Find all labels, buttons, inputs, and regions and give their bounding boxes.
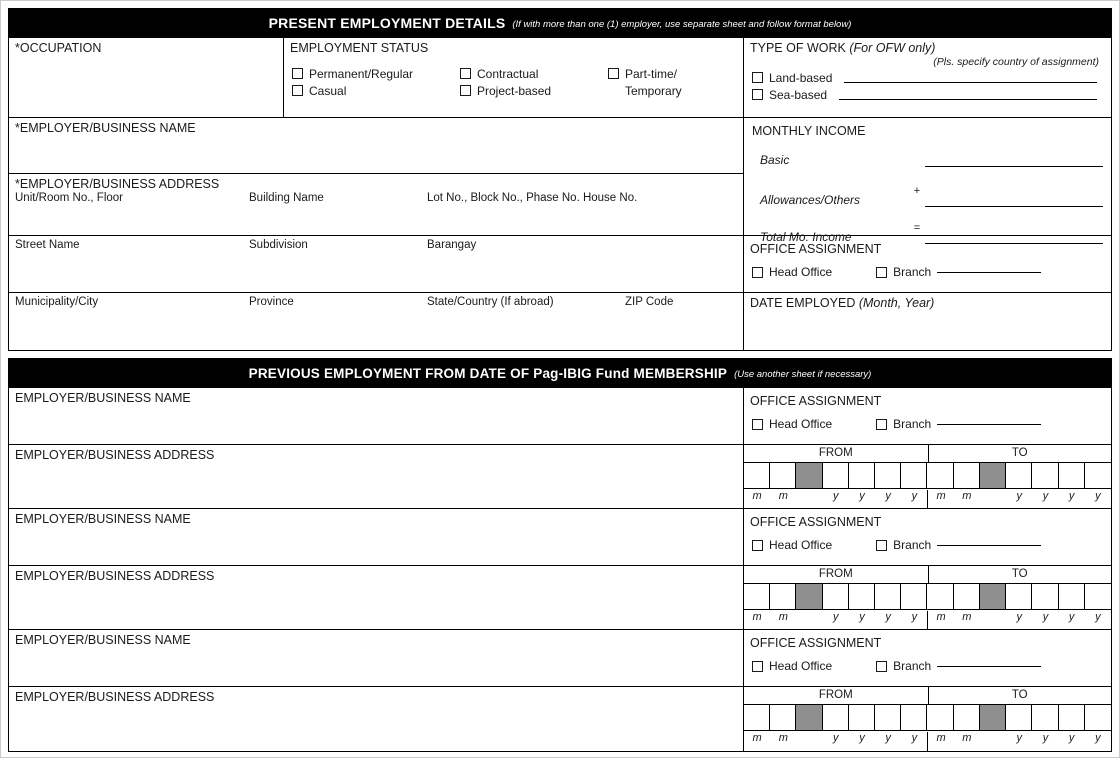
option-label: Branch (893, 417, 932, 431)
office-assignment-field (744, 236, 1111, 292)
cell-label: m (778, 732, 788, 744)
section-title-note: (If with more than one (1) employer, use separate sheet and follow format below) (512, 19, 852, 30)
date-cell[interactable] (823, 584, 849, 609)
option-label: Project-based (477, 83, 552, 98)
from-label: FROM (818, 447, 853, 459)
cell-label: y (911, 732, 918, 744)
section-title-note: (Use another sheet if necessary) (734, 369, 872, 380)
prev-employer-name-label: EMPLOYER/BUSINESS NAME (15, 633, 191, 647)
cell-label: m (962, 611, 972, 623)
office-assignment-label: OFFICE ASSIGNMENT (750, 394, 882, 408)
cell-label: m (778, 490, 788, 502)
cell-label: y (859, 611, 865, 623)
date-cell[interactable] (770, 463, 796, 488)
section-title: PREVIOUS EMPLOYMENT FROM DATE OF Pag-IBIG Fund MEMBERSHIP (248, 365, 728, 381)
cell-label: y (1042, 732, 1049, 744)
address-hint-lot-block-phase-house: Lot No., Block No., Phase No. House No. (427, 192, 638, 204)
option-label: Branch (893, 538, 932, 552)
cell-label: y (832, 490, 839, 502)
prev-employer-address-label: EMPLOYER/BUSINESS ADDRESS (15, 569, 215, 583)
employer-name-field[interactable] (9, 118, 743, 174)
from-label: FROM (818, 689, 853, 701)
cell-label: y (1016, 490, 1022, 502)
cell-label: m (778, 611, 788, 623)
option-label: Head Office (769, 265, 833, 279)
from-label: FROM (818, 568, 853, 580)
employment-period-grid (744, 445, 1111, 508)
date-cell[interactable] (875, 584, 901, 609)
employment-period-grid (744, 566, 1111, 629)
employment-period-grid (744, 687, 1111, 751)
date-cell[interactable] (954, 584, 980, 609)
branch-name-line[interactable] (937, 665, 1041, 667)
cell-label: y (1016, 732, 1022, 744)
present-employment-section-header (8, 8, 1112, 38)
date-cell[interactable] (849, 463, 875, 488)
prev-employer-address-field[interactable] (9, 445, 744, 508)
basic-income-label: Basic (760, 153, 790, 167)
province-label: Province (249, 296, 294, 308)
checkbox-sea-based[interactable] (752, 89, 763, 100)
occupation-label: *OCCUPATION (15, 41, 102, 55)
prev-employer-address-label: EMPLOYER/BUSINESS ADDRESS (15, 690, 215, 704)
prev-employer-name-label: EMPLOYER/BUSINESS NAME (15, 512, 191, 526)
prev-employer-name-field[interactable] (9, 630, 744, 686)
branch-name-line[interactable] (937, 423, 1041, 425)
checkbox-land-based[interactable] (752, 72, 763, 83)
address-hint-building-name: Building Name (249, 192, 324, 204)
checkbox-branch[interactable] (876, 419, 887, 430)
office-assignment-label: OFFICE ASSIGNMENT (750, 515, 882, 529)
land-based-country-line[interactable] (844, 82, 1097, 83)
option-label: Contractual (477, 66, 539, 81)
cell-label: y (859, 490, 865, 502)
prev-employer-name-field[interactable] (9, 388, 744, 444)
option-label: Land-based (769, 71, 833, 85)
equals-operator: = (913, 222, 921, 234)
cell-label: y (1095, 732, 1101, 744)
employer-address-label: *EMPLOYER/BUSINESS ADDRESS (15, 177, 220, 191)
previous-block-1-address-row (9, 445, 1111, 509)
date-employed-label: DATE EMPLOYED (750, 296, 856, 310)
present-employment-table (8, 38, 1112, 351)
prev-employer-address-field[interactable] (9, 687, 744, 751)
cell-label: y (885, 611, 891, 623)
cell-label: y (1016, 611, 1022, 623)
basic-income-line[interactable] (925, 165, 1103, 167)
date-cell[interactable] (1059, 705, 1085, 730)
cell-label: y (1095, 611, 1101, 623)
cell-label: y (885, 732, 891, 744)
date-cell[interactable] (1032, 584, 1058, 609)
cell-label (980, 490, 1006, 508)
monthly-income-field (744, 118, 1111, 244)
option-label: Head Office (769, 538, 833, 552)
date-employed-field[interactable] (744, 293, 1111, 350)
monthly-income-label: MONTHLY INCOME (752, 124, 866, 138)
checkbox-permanent-regular[interactable] (292, 68, 303, 79)
cell-label: y (885, 490, 891, 502)
employer-name-label: *EMPLOYER/BUSINESS NAME (15, 121, 196, 135)
date-cell[interactable] (770, 705, 796, 730)
cell-label (796, 611, 822, 629)
option-label: Sea-based (769, 88, 828, 102)
date-cell[interactable] (1006, 584, 1032, 609)
date-cell[interactable] (927, 705, 953, 730)
date-cell[interactable] (1006, 705, 1032, 730)
date-cell[interactable] (823, 705, 849, 730)
date-cell[interactable] (1032, 463, 1058, 488)
date-cell[interactable] (954, 705, 980, 730)
employment-status-label: EMPLOYMENT STATUS (290, 41, 429, 55)
specify-country-note: (Pls. specify country of assignment) (933, 56, 1099, 68)
occupation-field[interactable] (9, 38, 284, 117)
prev-office-assignment-field (744, 630, 1111, 686)
prev-employer-address-field[interactable] (9, 566, 744, 629)
branch-name-line[interactable] (937, 271, 1041, 273)
cell-label: y (911, 611, 918, 623)
date-separator-cell (980, 584, 1006, 609)
date-cell[interactable] (823, 463, 849, 488)
checkbox-casual[interactable] (292, 85, 303, 96)
checkbox-branch[interactable] (876, 540, 887, 551)
checkbox-branch[interactable] (876, 267, 887, 278)
employer-address-field[interactable] (9, 174, 743, 235)
date-employed-note: (Month, Year) (858, 296, 935, 310)
cell-label: y (832, 611, 839, 623)
sea-based-country-line[interactable] (839, 99, 1097, 100)
cell-label: y (1042, 611, 1049, 623)
previous-block-3-name-row (9, 630, 1111, 687)
previous-employment-table (8, 388, 1112, 752)
branch-name-line[interactable] (937, 544, 1041, 546)
municipality-city-label: Municipality/City (15, 296, 99, 308)
allowances-line[interactable] (925, 205, 1103, 207)
subdivision-label: Subdivision (249, 239, 308, 251)
date-cell[interactable] (901, 705, 927, 730)
cell-label: y (859, 732, 865, 744)
cell-label: m (752, 490, 762, 502)
cell-label: m (927, 611, 953, 629)
previous-block-2-address-row (9, 566, 1111, 630)
to-label: TO (928, 566, 1112, 583)
cell-label: y (832, 732, 839, 744)
cell-label: y (1068, 732, 1075, 744)
prev-office-assignment-field (744, 388, 1111, 444)
zip-code-label: ZIP Code (625, 296, 674, 308)
cell-label: y (1068, 490, 1075, 502)
cell-label: m (752, 732, 762, 744)
option-label: Branch (893, 659, 932, 673)
cell-label: m (752, 611, 762, 623)
date-separator-cell (796, 584, 822, 609)
date-separator-cell (980, 463, 1006, 488)
street-address-field[interactable] (9, 236, 744, 292)
previous-employment-section-header (8, 358, 1112, 388)
to-label: TO (928, 687, 1112, 704)
cell-label: y (1095, 490, 1101, 502)
option-label: Temporary (625, 83, 682, 98)
cell-label: y (1068, 611, 1075, 623)
cell-label (980, 732, 1006, 751)
cell-label: m (962, 490, 972, 502)
office-assignment-label: OFFICE ASSIGNMENT (750, 636, 882, 650)
previous-block-1-name-row (9, 388, 1111, 445)
section-title: PRESENT EMPLOYMENT DETAILS (268, 15, 506, 31)
checkbox-project-based[interactable] (460, 85, 471, 96)
address-hint-unit-room-floor: Unit/Room No., Floor (15, 192, 124, 204)
checkbox-head-office[interactable] (752, 419, 763, 430)
cell-label: y (911, 490, 918, 502)
street-name-label: Street Name (15, 239, 80, 251)
option-label: Head Office (769, 417, 833, 431)
option-label: Head Office (769, 659, 833, 673)
option-label: Casual (309, 83, 347, 98)
option-label: Branch (893, 265, 932, 279)
employment-status-field (284, 38, 744, 117)
cell-label: m (927, 732, 953, 751)
type-of-work-field (744, 38, 1111, 117)
option-label: Part-time/ (625, 66, 678, 81)
date-separator-cell (796, 705, 822, 730)
prev-employer-name-label: EMPLOYER/BUSINESS NAME (15, 391, 191, 405)
prev-employer-address-label: EMPLOYER/BUSINESS ADDRESS (15, 448, 215, 462)
to-label: TO (928, 445, 1112, 462)
cell-label: m (962, 732, 972, 744)
date-cell[interactable] (770, 584, 796, 609)
date-separator-cell (796, 463, 822, 488)
state-country-label: State/Country (If abroad) (427, 296, 554, 308)
date-cell[interactable] (1032, 705, 1058, 730)
checkbox-head-office[interactable] (752, 661, 763, 672)
cell-label (980, 611, 1006, 629)
option-label: Permanent/Regular (309, 66, 414, 81)
date-cell[interactable] (744, 463, 770, 488)
date-cell[interactable] (1085, 463, 1111, 488)
date-cell[interactable] (1059, 463, 1085, 488)
date-cell[interactable] (849, 584, 875, 609)
prev-employer-name-field[interactable] (9, 509, 744, 565)
previous-block-2-name-row (9, 509, 1111, 566)
date-cell[interactable] (927, 463, 953, 488)
checkbox-contractual[interactable] (460, 68, 471, 79)
type-of-work-note: (For OFW only) (849, 41, 936, 55)
date-cell[interactable] (927, 584, 953, 609)
office-assignment-label: OFFICE ASSIGNMENT (750, 242, 882, 256)
date-cell[interactable] (744, 584, 770, 609)
date-cell[interactable] (1006, 463, 1032, 488)
prev-office-assignment-field (744, 509, 1111, 565)
type-of-work-label: TYPE OF WORK (750, 41, 846, 55)
date-cell[interactable] (875, 705, 901, 730)
city-address-field[interactable] (9, 293, 744, 350)
checkbox-branch[interactable] (876, 661, 887, 672)
date-cell[interactable] (849, 705, 875, 730)
date-cell[interactable] (1085, 584, 1111, 609)
cell-label: y (1042, 490, 1049, 502)
date-cell[interactable] (744, 705, 770, 730)
date-cell[interactable] (1085, 705, 1111, 730)
plus-operator: + (913, 185, 921, 197)
date-cell[interactable] (901, 463, 927, 488)
checkbox-head-office[interactable] (752, 540, 763, 551)
cell-label (796, 732, 822, 751)
previous-block-3-address-row (9, 687, 1111, 751)
barangay-label: Barangay (427, 239, 477, 251)
checkbox-part-time-temporary[interactable] (608, 68, 619, 79)
date-cell[interactable] (1059, 584, 1085, 609)
total-income-label: Total Mo. Income (760, 230, 852, 244)
cell-label (796, 490, 822, 508)
date-cell[interactable] (954, 463, 980, 488)
date-cell[interactable] (875, 463, 901, 488)
employment-form (8, 8, 1112, 752)
date-separator-cell (980, 705, 1006, 730)
date-cell[interactable] (901, 584, 927, 609)
checkbox-head-office[interactable] (752, 267, 763, 278)
cell-label: m (927, 490, 953, 508)
allowances-label: Allowances/Others (760, 193, 861, 207)
